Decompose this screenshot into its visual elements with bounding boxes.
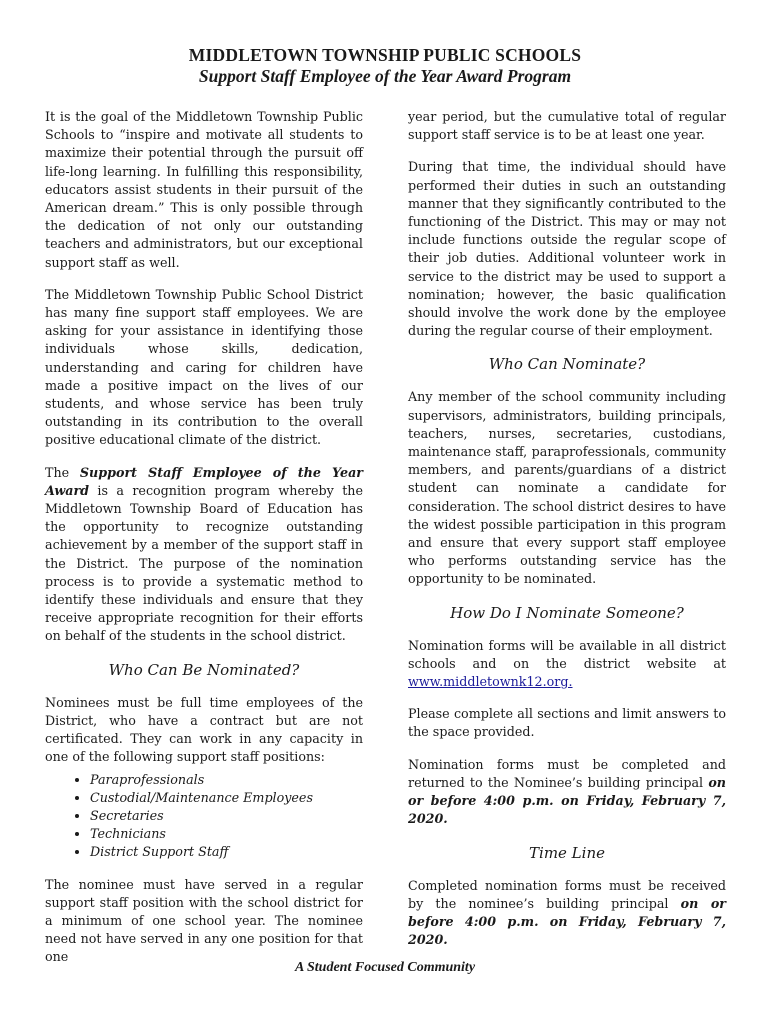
award-paragraph — [45, 464, 363, 646]
district-title: MIDDLETOWN TOWNSHIP PUBLIC SCHOOLS — [188, 45, 582, 65]
complete-sections-paragraph: Please complete all sections and limit answers to the space provided. — [408, 706, 726, 740]
timeline-paragraph — [408, 877, 726, 950]
nominators-paragraph: Any member of the school community including supervisors, administrators, building principals, teachers, nurses, secretaries, custodians, maintenance staff, paraprofessionals, community members, and parents/guardians of a district student can nominate a candidate for consideration. The school district desires to have the widest possible participation in this program and ensure that every support staff employee who performs outstanding service has the opportunity to be nominated. — [408, 389, 726, 587]
award-paragraph-rest: is a recognition program whereby the Middletown Township Board of Education has the opportunity to recognize outstanding achievement by a member of the support staff in the District. The purpose of the nomination process is to provide a systematic method to identify these individuals and ensure that they receive appropriate recognition for their efforts on behalf of the students in the school district. — [45, 482, 363, 644]
positions-list — [45, 771, 363, 862]
service-continued-paragraph: year period, but the cumulative total of regular support staff service is to be at least one year. — [408, 109, 726, 143]
heading-how-to-nominate: How Do I Nominate Someone? — [450, 603, 684, 622]
district-paragraph: The Middletown Township Public School District has many fine support staff employees. We are asking for your assistance in identifying those individuals whose skills, dedication, understanding and caring for children have made a positive impact on the lives of our students, and whose service has been truly outstanding in its contribution to the overall positive educational climate of the district. — [45, 286, 363, 448]
list-item: • Custodial/Maintenance Employees — [90, 789, 363, 807]
forms-paragraph — [408, 637, 726, 692]
left-column — [45, 108, 363, 981]
right-column — [408, 108, 726, 963]
award-paragraph-start: The — [45, 464, 80, 480]
forms-text: Nomination forms will be available in all district schools and on the district website at — [408, 637, 726, 671]
timeline-date: on or before 4:00 p.m. on Friday, February 7, 2020. — [408, 895, 726, 948]
list-item: • Technicians — [90, 825, 363, 843]
footer-tagline: A Student Focused Community — [294, 960, 476, 975]
heading-who-can-be-nominated: Who Can Be Nominated? — [108, 660, 300, 679]
duties-paragraph: During that time, the individual should have performed their duties in such an outstanding manner that they significantly contributed to the functioning of the District. This may or may not include functions outside the regular scope of their job duties. Additional volunteer work in service to the district may be used to support a nomination; however, the basic qualification should involve the work done by the employee during the regular course of their employment. — [408, 159, 726, 339]
deadline-date: on or before 4:00 p.m. on Friday, February 7, 2020. — [408, 774, 726, 827]
service-paragraph: The nominee must have served in a regular support staff position with the school district for a minimum of one school year. The nominee need not have served in any one position for that one — [45, 876, 363, 965]
program-subtitle: Support Staff Employee of the Year Award Program — [198, 66, 572, 86]
list-item: • Paraprofessionals — [90, 771, 363, 789]
nominees-paragraph: Nominees must be full time employees of the District, who have a contract but are not certificated. They can work in any capacity in one of the following support staff positions: — [45, 694, 363, 765]
deadline-paragraph — [408, 756, 726, 829]
timeline-text: Completed nomination forms must be received by the nominee’s building principal — [408, 877, 726, 911]
heading-who-can-nominate: Who Can Nominate? — [488, 355, 646, 374]
deadline-text: Nomination forms must be completed and returned to the Nominee’s building principal — [408, 756, 726, 790]
heading-time-line: Time Line — [529, 843, 605, 862]
document-header — [0, 45, 770, 87]
intro-paragraph: It is the goal of the Middletown Township Public Schools to “inspire and motivate all students to maximize their potential through the pursuit off life-long learning. In fulfilling this responsibility, educators assist students in their pursuit of the American dream.” This is only possible through the dedication of not only our outstanding teachers and administrators, but our exceptional support staff as well. — [45, 109, 363, 270]
district-website-link[interactable]: www.middletownk12.org. — [408, 674, 573, 690]
award-name: Support Staff Employee of the Year Award — [45, 464, 363, 498]
list-item: • Secretaries — [90, 807, 363, 825]
list-item: • District Support Staff — [90, 843, 363, 861]
